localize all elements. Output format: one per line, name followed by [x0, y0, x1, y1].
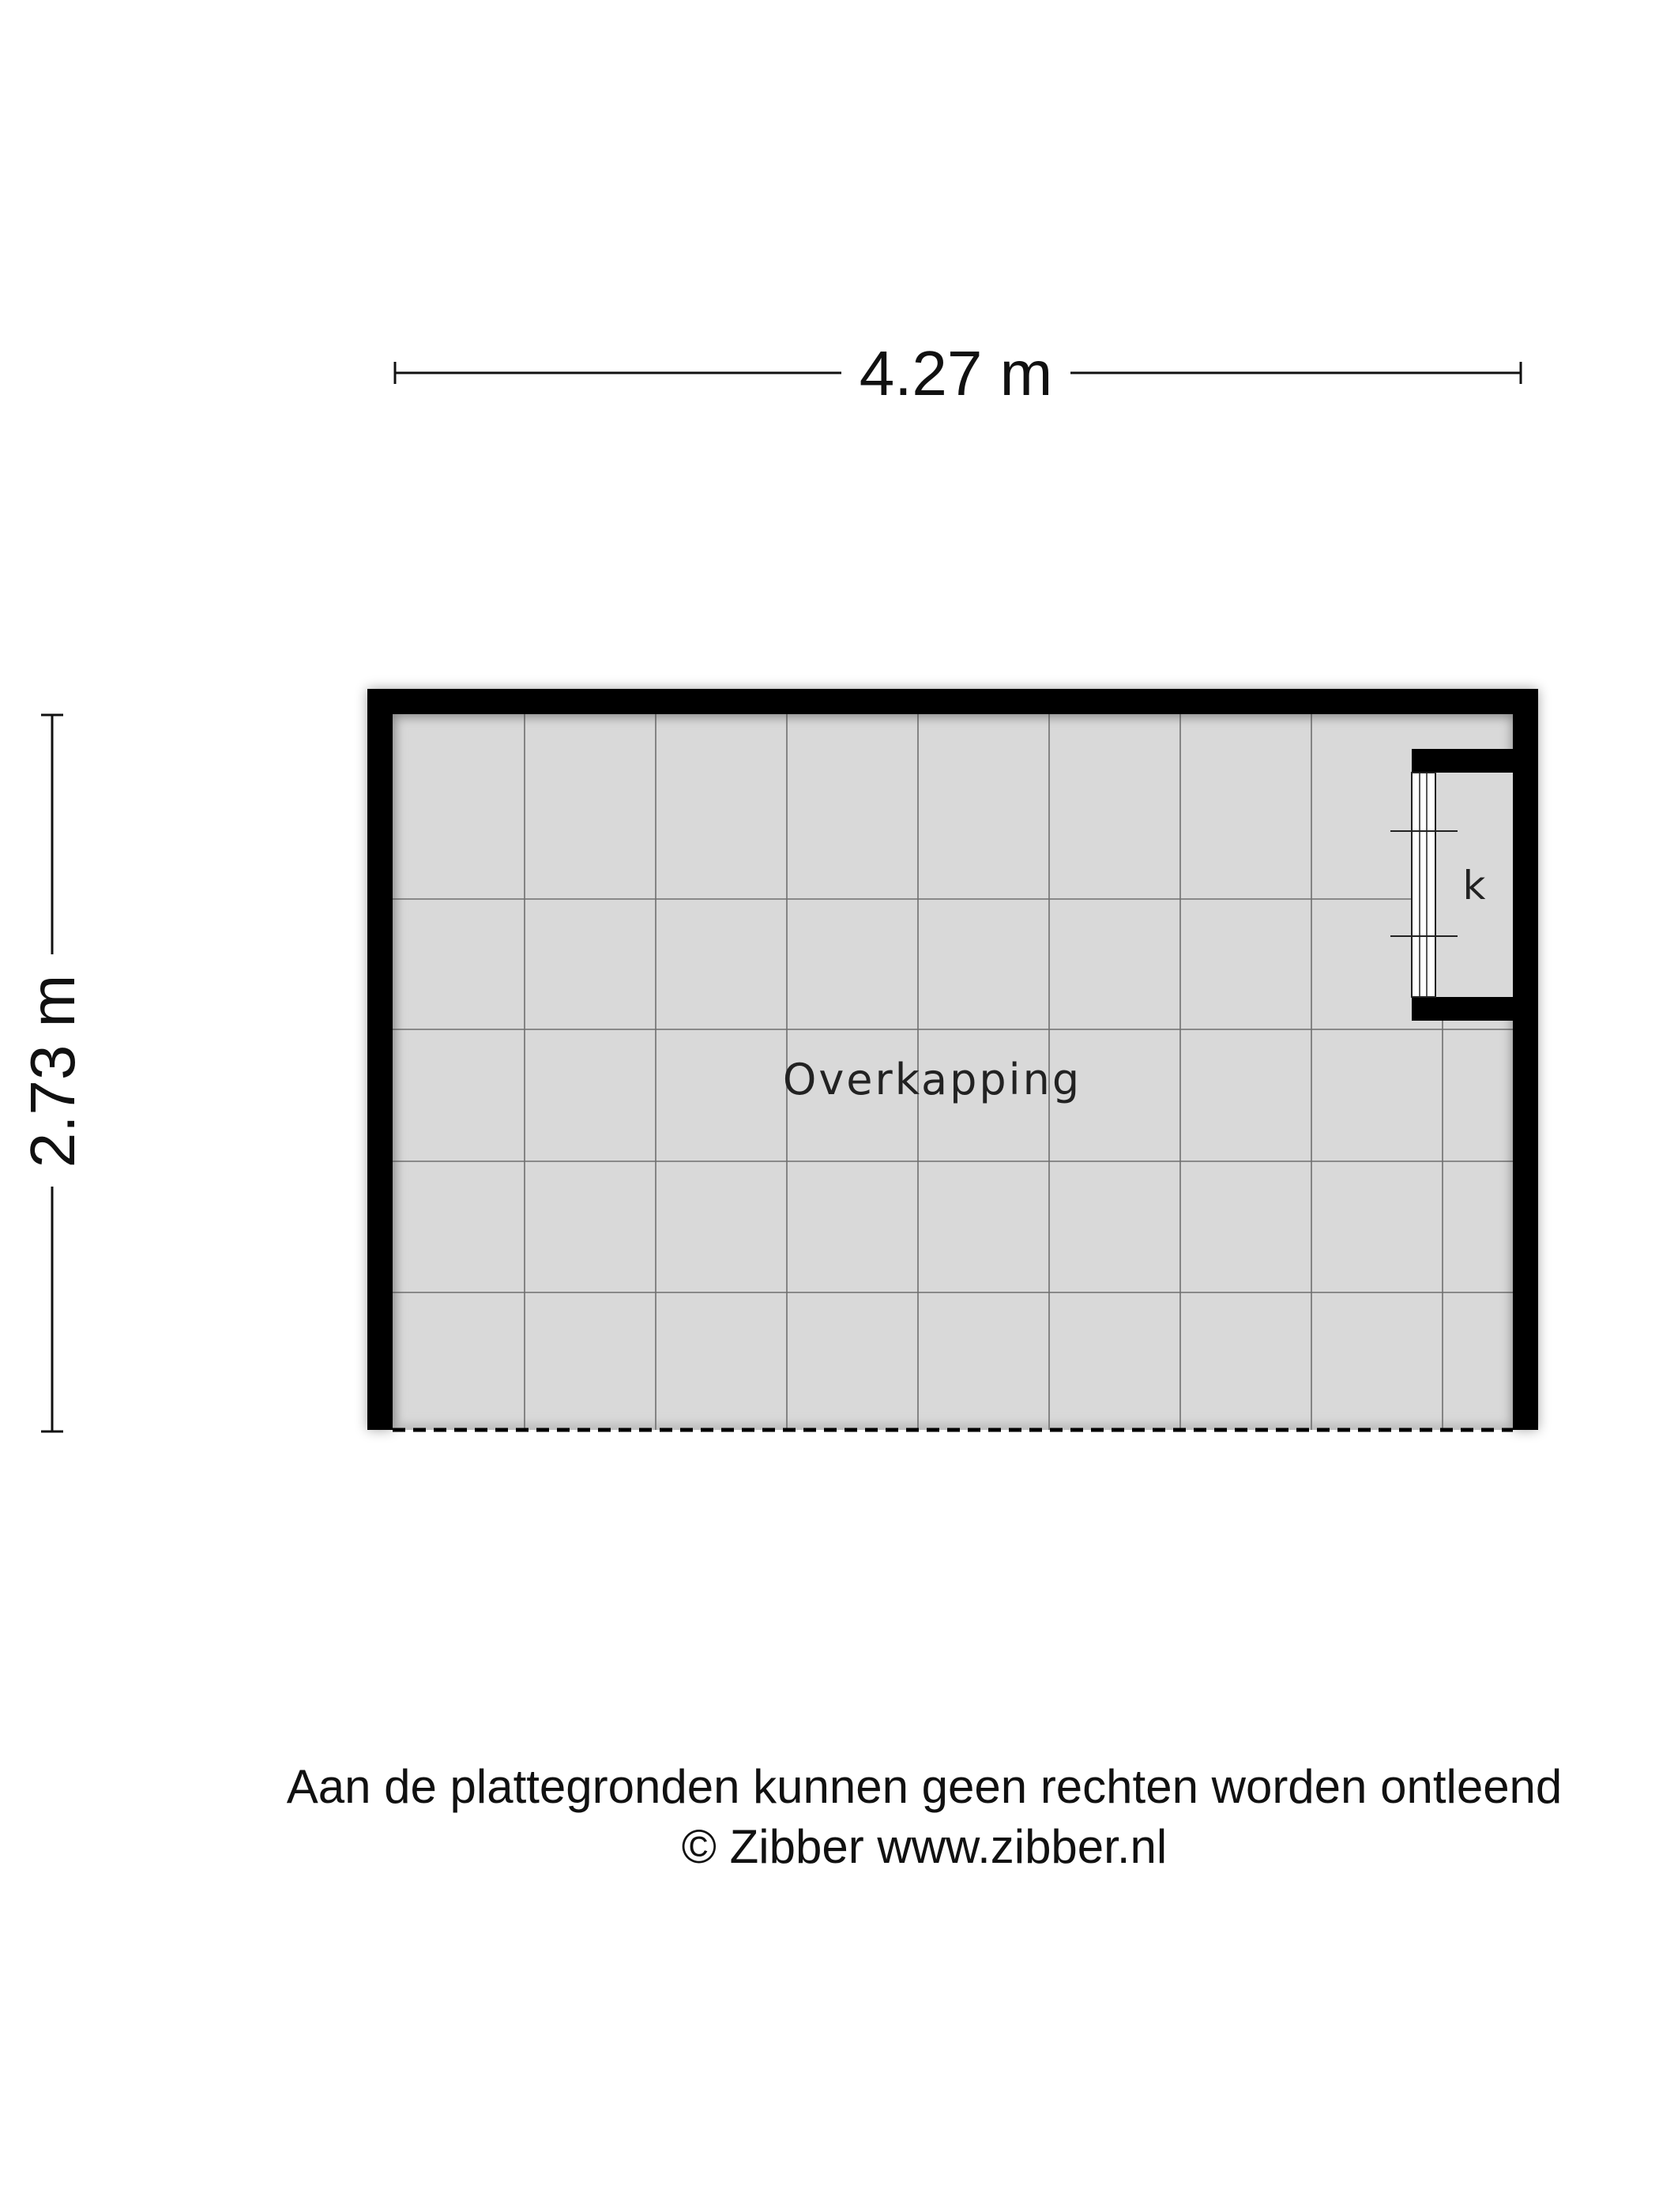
copyright-text: © Zibber www.zibber.nl [681, 1820, 1168, 1873]
wall-right [1513, 689, 1538, 1430]
wall-top [367, 689, 1537, 714]
height-dimension [17, 715, 88, 1431]
room-label: Overkapping [782, 1055, 1082, 1104]
closet-label: k [1462, 863, 1486, 908]
closet-wall-bottom [1412, 997, 1514, 1021]
closet-wall-top [1412, 749, 1514, 773]
width-dimension-label: 4.27 m [859, 338, 1053, 408]
height-dimension-label: 2.73 m [17, 974, 88, 1168]
disclaimer-text: Aan de plattegronden kunnen geen rechten worden ontleend [286, 1760, 1563, 1813]
wall-left [367, 689, 393, 1430]
width-dimension [395, 338, 1521, 408]
